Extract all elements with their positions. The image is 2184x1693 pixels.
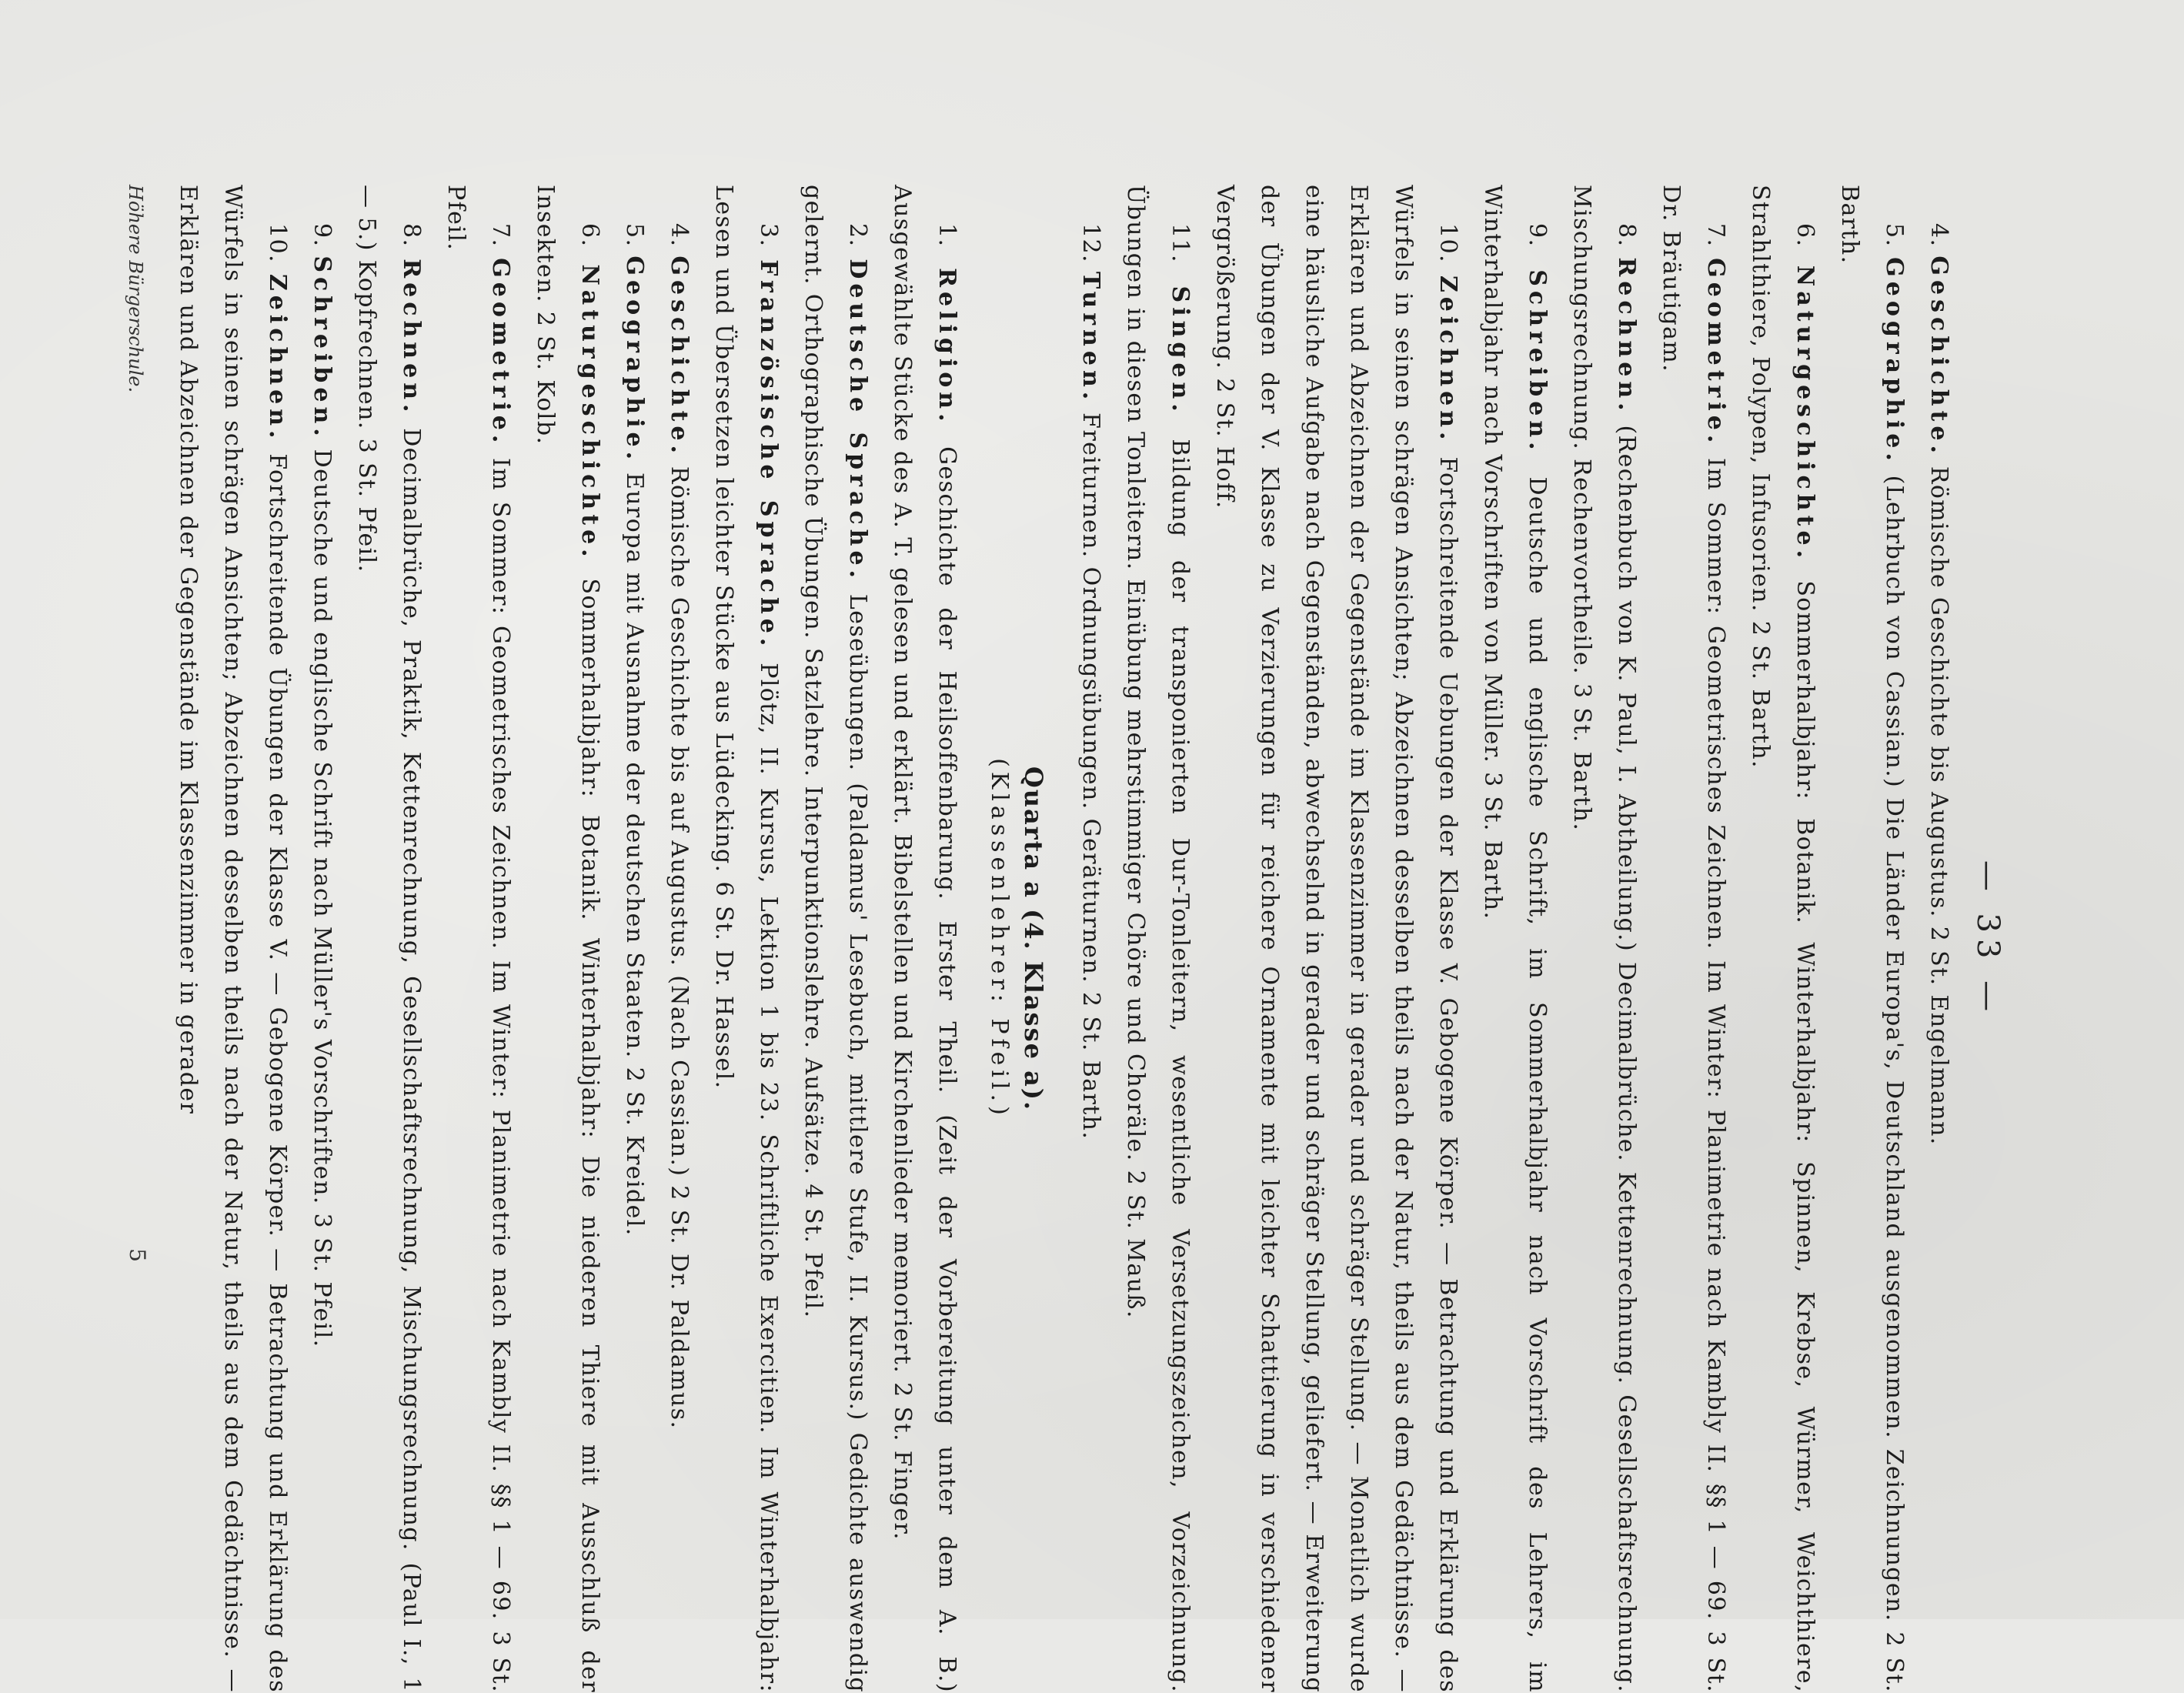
subject-description: Plötz, II. Kursus, Lektion 1 bis 23. Schriftliche Exercitien. Im Winterhalbjahr: Lesen und Übersetzen leichter Stücke aus Lüdecking. 6 St. Dr. Hassel. (710, 185, 782, 1693)
page-footer (125, 185, 150, 1693)
subject-name: Geschichte. (666, 255, 693, 458)
item-number: 3. (755, 223, 782, 248)
item-number: 11. (1167, 223, 1194, 263)
subject-name: Turnen. (1077, 271, 1104, 405)
subject-description: Sommerhalbjahr: Botanik. Winterhalbjahr: Spinnen, Krebse, Würmer, Weichthiere, Strahlthiere, Polypen, Infusorien. 2 St. Barth. (1747, 185, 1818, 1693)
subject-description: Römische Geschichte bis Augustus. 2 St. Engelmann. (1925, 466, 1952, 1146)
subject-name: Geographie. (1881, 257, 1908, 466)
subject-name: Religion. (933, 268, 960, 426)
subject-paragraph (344, 185, 433, 1693)
subject-name: Geometrie. (487, 258, 514, 448)
subject-name: Rechnen. (1613, 257, 1640, 416)
subject-description: Fortschreitende Übungen der Klasse V. — Gebogene Körper. — Betrachtung und Erklärung des Würfels in seinen schrägen Ansichten; Abzeichnen desselben theils nach der Natur, theils aus dem Gedächtnisse. — Erklären und Abzeichnen der Gegenstände im Klassenzimmer in gerader (175, 185, 291, 1693)
item-number: 4. (666, 223, 693, 248)
footer-signature: Höhere Bürgerschule. (125, 185, 146, 393)
subject-paragraph (1202, 185, 1470, 1693)
subject-name: Zeichnen. (1434, 275, 1461, 445)
subject-description: Europa mit Ausnahme der deutschen Staaten. 2 St. Kreidel. (621, 472, 648, 1237)
subject-description: Fortschreitende Uebungen der Klasse V. Gebogene Körper. — Betrachtung und Erklärung des Würfels in seinen schrägen Ansichten; Abzeichnen desselben theils nach der Natur, theils aus dem Gedächtnisse. — Erklären und Abzeichnen der Gegenstände im Klassenzimmer in gerader und schräger Stellung. — Monatlich wurde eine häusliche Aufgabe nach Gegenständen, abwechselnd in gerader und schräger Stellung, geliefert. — Erweiterung der Übungen der V. Klasse zu Verzierungen für reichere Ornamente mit leichter Schattierung in verschiedener Vergrößerung. 2 St. Hoff. (1211, 185, 1461, 1693)
subject-description: Deutsche und englische Schrift, im Sommerhalbjahr nach Vorschrift des Lehrers, im Winterhalbjahr nach Vorschriften von Müller. 3 St. Barth. (1479, 185, 1551, 1693)
subject-name: Rechnen. (398, 259, 425, 417)
subject-description: Decimalbrüche, Praktik, Kettenrechnung, Gesellschaftsrechnung, Mischungsrechnung. (Paul I., 1 — 5.) Kopfrechnen. 3 St. Pfeil. (353, 185, 425, 1693)
item-number: 9. (1524, 223, 1551, 248)
footer-sheet-mark: 5 (125, 1248, 150, 1262)
subject-name: Geschichte. (1925, 255, 1952, 458)
subject-paragraph (165, 185, 299, 1693)
subject-paragraph (790, 185, 880, 1693)
subject-description: Römische Geschichte bis auf Augustus. (Nach Cassian.) 2 St. Dr. Paldamus. (666, 466, 693, 1430)
subject-name: Naturgeschichte. (1792, 265, 1818, 563)
subject-name: Geometrie. (1702, 258, 1729, 448)
subject-name: Deutsche Sprache. (844, 259, 871, 583)
subject-paragraph (433, 185, 523, 1693)
subject-paragraph (1738, 185, 1827, 1693)
subject-description: (Lehrbuch von Cassian.) Die Länder Europa's, Deutschland ausgenommen. Zeichnungen. 2 St. Barth. (1836, 185, 1908, 1693)
subject-description: Leseübungen. (Paldamus' Lesebuch, mittlere Stufe, II. Kursus.) Gedichte auswendig gelernt. Orthographische Übungen. Satzlehre. Interpunktionslehre. Aufsätze. 4 St. Pfeil. (800, 185, 871, 1693)
section-subtitle: (Klassenlehrer: Pfeil.) (986, 758, 1013, 1120)
item-number: 2. (844, 223, 871, 248)
subject-paragraph (1113, 185, 1202, 1693)
item-number: 6. (1792, 223, 1818, 248)
item-number: 8. (1613, 223, 1640, 248)
item-number: 7. (487, 223, 514, 248)
item-number: 4. (1925, 223, 1952, 248)
subject-paragraph (299, 185, 344, 1693)
subject-name: Geographie. (621, 255, 648, 465)
subject-name: Naturgeschichte. (576, 264, 603, 562)
subject-paragraph (1827, 185, 1916, 1693)
subject-description: Bildung der transponierten Dur-Tonleitern, wesentliche Versetzungszeichen, Vorzeichnung. Übungen in diesen Tonleitern. Einübung mehrstimmiger Chöre und Choräle. 2 St. Mauß. (1122, 185, 1194, 1693)
subject-description: Geschichte der Heilsoffenbarung. Erster Theil. (Zeit der Vorbereitung unter dem A. B.) Ausgewählte Stücke des A. T. gelesen und erklärt. Bibelstellen und Kirchenlieder memoriert. 2 St. Finger. (889, 185, 960, 1693)
item-number: 1. (933, 223, 960, 248)
page-number: — 33 — (1970, 860, 2005, 1018)
document-page (45, 185, 2015, 1693)
subject-name: Singen. (1167, 286, 1194, 416)
subject-paragraph (701, 185, 790, 1693)
subject-description: (Rechenbuch von K. Paul, I. Abtheilung.) Decimalbrüche. Kettenrechnung. Gesellschaftsrechnung. Mischungsrechnung. Rechenvortheile. 3 St. Barth. (1568, 185, 1640, 1693)
subject-paragraph (656, 185, 701, 1693)
subject-paragraph (1648, 185, 1738, 1693)
item-number: 10. (264, 223, 291, 263)
subject-description: Deutsche und englische Schrift nach Müller's Vorschriften. 3 St. Pfeil. (309, 449, 336, 1348)
subject-paragraph (1559, 185, 1648, 1693)
subject-name: Schreiben. (1524, 269, 1551, 455)
subject-description: Im Sommer: Geometrisches Zeichnen. Im Winter: Planimetrie nach Kambly II. §§ 1 — 69. 3 St. Pfeil. (442, 185, 514, 1693)
item-number: 8. (398, 223, 425, 248)
subject-name: Schreiben. (309, 255, 336, 441)
subject-paragraph (612, 185, 656, 1693)
subject-paragraph (1470, 185, 1559, 1693)
subject-paragraph (1916, 185, 1961, 1693)
subject-paragraph (880, 185, 969, 1693)
subject-paragraph (523, 185, 612, 1693)
subject-name: Französische Sprache. (755, 259, 782, 651)
item-number: 10. (1434, 223, 1461, 263)
subject-list-quarta-a (165, 185, 969, 1693)
subject-name: Zeichnen. (264, 273, 291, 443)
subject-list-previous-class (1068, 185, 1961, 1693)
subject-description: Freiturnen. Ordnungsübungen. Gerätturnen. 2 St. Barth. (1077, 412, 1104, 1140)
subject-paragraph (1068, 185, 1113, 1693)
item-number: 12. (1077, 223, 1104, 263)
item-number: 5. (621, 223, 648, 248)
subject-description: Im Sommer: Geometrisches Zeichnen. Im Winter: Planimetrie nach Kambly II. §§ 1 — 69. 3 St. Dr. Bräutigam. (1658, 185, 1729, 1693)
subject-description: Sommerhalbjahr: Botanik. Winterhalbjahr: Die niederen Thiere mit Ausschluß der Insekten. 2 St. Kolb. (532, 185, 603, 1693)
item-number: 7. (1702, 223, 1729, 248)
item-number: 9. (309, 223, 336, 248)
item-number: 6. (576, 223, 603, 248)
section-title: Quarta a (4. Klasse a). (1019, 766, 1048, 1112)
item-number: 5. (1881, 223, 1908, 248)
